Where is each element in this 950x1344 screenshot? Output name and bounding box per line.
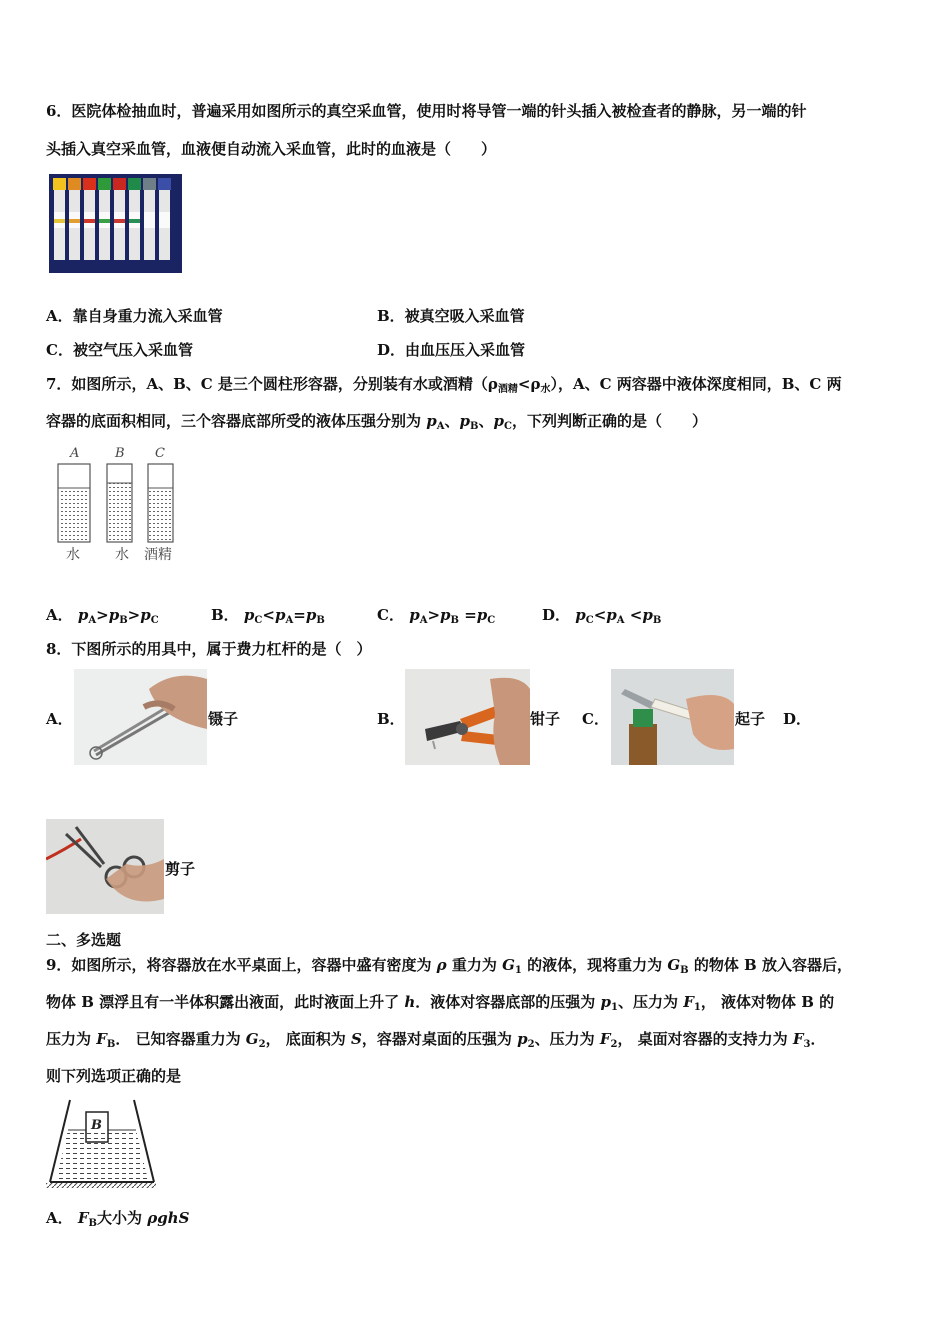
block-b-label: B bbox=[91, 1118, 102, 1133]
q9-stem-line3: 压力为 $F_B$． 已知容器重力为 $G_2$， 底面积为 S，容器对桌面的压强为 $p_2$、压力为 $F_2$， 桌面对容器的支持力为 $F_3$． bbox=[46, 1030, 826, 1050]
pliers-illustration bbox=[405, 669, 530, 765]
q8-option-c-name: 起子 bbox=[735, 710, 766, 728]
q8-option-d-letter: D． bbox=[783, 710, 812, 728]
q7-stem-line1: 7．如图所示，A、B、C 是三个圆柱形容器，分别装有水或酒精$(\rho_{酒精}<\rho_水)$，A、C 两容器中液体深度相同，B、C 两 bbox=[46, 375, 842, 395]
q6-option-b: B．被真空吸入采血管 bbox=[377, 307, 525, 325]
q8-option-a-name: 镊子 bbox=[208, 710, 239, 728]
q7-stem-line2: 容器的底面积相同，三个容器底部所受的液体压强分别为 $p_A$、$p_B$、$p_C$，下列判断正确的是（ ） bbox=[46, 412, 707, 432]
bottle-opener-illustration bbox=[611, 669, 734, 765]
q9-stem-line1: 9．如图所示，将容器放在水平桌面上，容器中盛有密度为 ρ 重力为 $G_1$ 的液体，现将重力为 $G_B$ 的物体 B 放入容器后， bbox=[46, 956, 852, 976]
tweezers-photo bbox=[74, 669, 207, 765]
pliers-photo bbox=[405, 669, 530, 765]
q6-option-a: A．靠自身重力流入采血管 bbox=[46, 307, 223, 325]
container-c-liquid: 酒精 bbox=[144, 547, 172, 563]
q8-option-b-letter: B． bbox=[377, 710, 405, 728]
q6-stem-line2: 头插入真空采血管，血液便自动流入采血管，此时的血液是（ ） bbox=[46, 140, 497, 158]
q8-stem: 8．下图所示的用具中，属于费力杠杆的是（ ） bbox=[46, 640, 372, 658]
q9-stem-line2: 物体 B 漂浮且有一半体积露出液面，此时液面上升了 h．液体对容器底部的压强为 $p_1$、压力为 $F_1$， 液体对物体 B 的 bbox=[46, 993, 835, 1013]
section-title-multiple-choice: 二、多选题 bbox=[46, 931, 122, 949]
q8-option-c-letter: C． bbox=[582, 710, 609, 728]
blood-collection-tubes-photo bbox=[49, 174, 182, 273]
blood-tubes-illustration bbox=[49, 174, 182, 273]
q7-option-d: D． $p_C<p_A <p_B$ bbox=[542, 606, 662, 626]
tweezers-illustration bbox=[74, 669, 207, 765]
bottle-opener-photo bbox=[611, 669, 734, 765]
q8-option-d-name: 剪子 bbox=[165, 860, 196, 878]
q9-option-a: A． $F_B$大小为 ρghS bbox=[46, 1209, 190, 1229]
q8-option-a-letter: A． bbox=[46, 710, 73, 728]
container-c-label: C bbox=[155, 446, 165, 461]
three-containers-figure bbox=[44, 446, 184, 566]
q6-option-d: D．由血压压入采血管 bbox=[377, 341, 526, 359]
container-b-label: B bbox=[115, 446, 125, 461]
q7-option-a: A． $p_A>p_B>p_C$ bbox=[46, 606, 159, 626]
container-a-label: A bbox=[70, 446, 80, 461]
floating-block-container-figure bbox=[44, 1096, 158, 1190]
q8-option-b-name: 钳子 bbox=[530, 710, 561, 728]
container-a-liquid: 水 bbox=[66, 547, 80, 563]
container-with-block-illustration bbox=[44, 1096, 158, 1190]
scissors-photo bbox=[46, 819, 164, 914]
q6-option-c: C．被空气压入采血管 bbox=[46, 341, 193, 359]
scissors-illustration bbox=[46, 819, 164, 914]
q6-stem-line1: 6．医院体检抽血时，普遍采用如图所示的真空采血管，使用时将导管一端的针头插入被检查者的静脉，另一端的针 bbox=[46, 102, 807, 120]
q9-stem-line4: 则下列选项正确的是 bbox=[46, 1067, 182, 1085]
q7-option-c: C． $p_A>p_B =p_C$ bbox=[377, 606, 496, 626]
container-b-liquid: 水 bbox=[115, 547, 129, 563]
q7-option-b: B． $p_C<p_A=p_B$ bbox=[211, 606, 325, 626]
